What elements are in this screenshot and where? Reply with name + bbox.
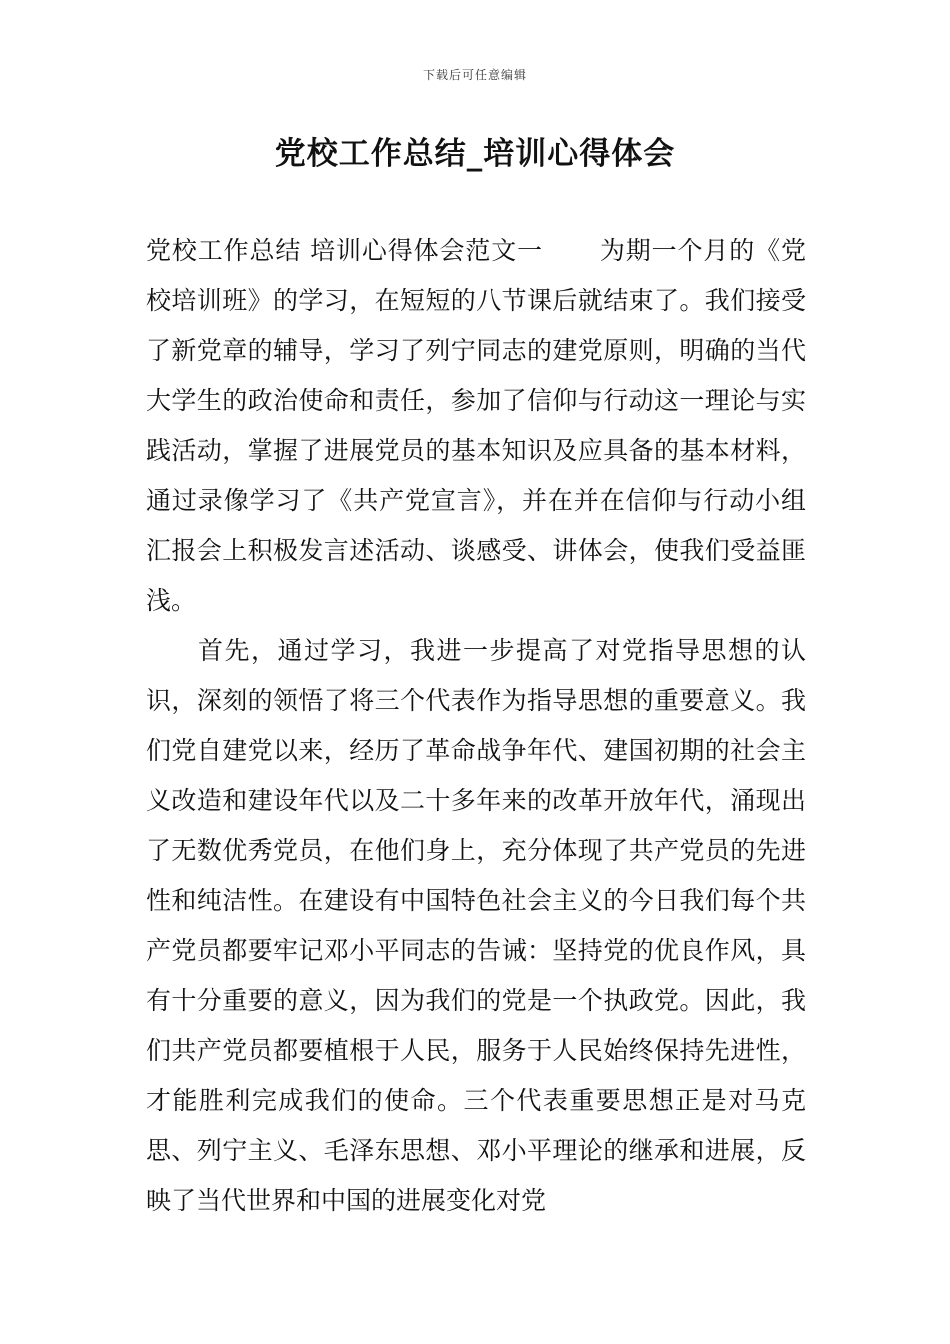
paragraph-1-body: 为期一个月的《党校培训班》的学习，在短短的八节课后就结束了。我们接受了新党章的辅导，学习了列宁同志的建党原则，明确的当代大学生的政治使命和责任，参加了信仰与行动这一理论与实践活动，掌握了进展党员的基本知识及应具备的基本材料，通过录像学习了《共产党宣言》，并在并在信仰与行动小组汇报会上积极发言述活动、谈感受、讲体会，使我们受益匪浅。 [146,236,806,615]
paragraph-1 [146,226,806,626]
document-body [146,226,806,1226]
paragraph-2: 首先，通过学习，我进一步提高了对党指导思想的认识，深刻的领悟了将三个代表作为指导思想的重要意义。我们党自建党以来，经历了革命战争年代、建国初期的社会主义改造和建设年代以及二十多年来的改革开放年代，涌现出了无数优秀党员，在他们身上，充分体现了共产党员的先进性和纯洁性。在建设有中国特色社会主义的今日我们每个共产党员都要牢记邓小平同志的告诫：坚持党的优良作风，具有十分重要的意义，因为我们的党是一个执政党。因此，我们共产党员都要植根于人民，服务于人民始终保持先进性，才能胜利完成我们的使命。三个代表重要思想正是对马克思、列宁主义、毛泽东思想、邓小平理论的继承和进展，反映了当代世界和中国的进展变化对党 [146,636,806,1215]
page-title: 党校工作总结_培训心得体会 [274,136,676,172]
header-note: 下载后可任意编辑 [422,68,527,82]
paragraph-1-lead: 党校工作总结 培训心得体会范文一 [146,236,543,265]
